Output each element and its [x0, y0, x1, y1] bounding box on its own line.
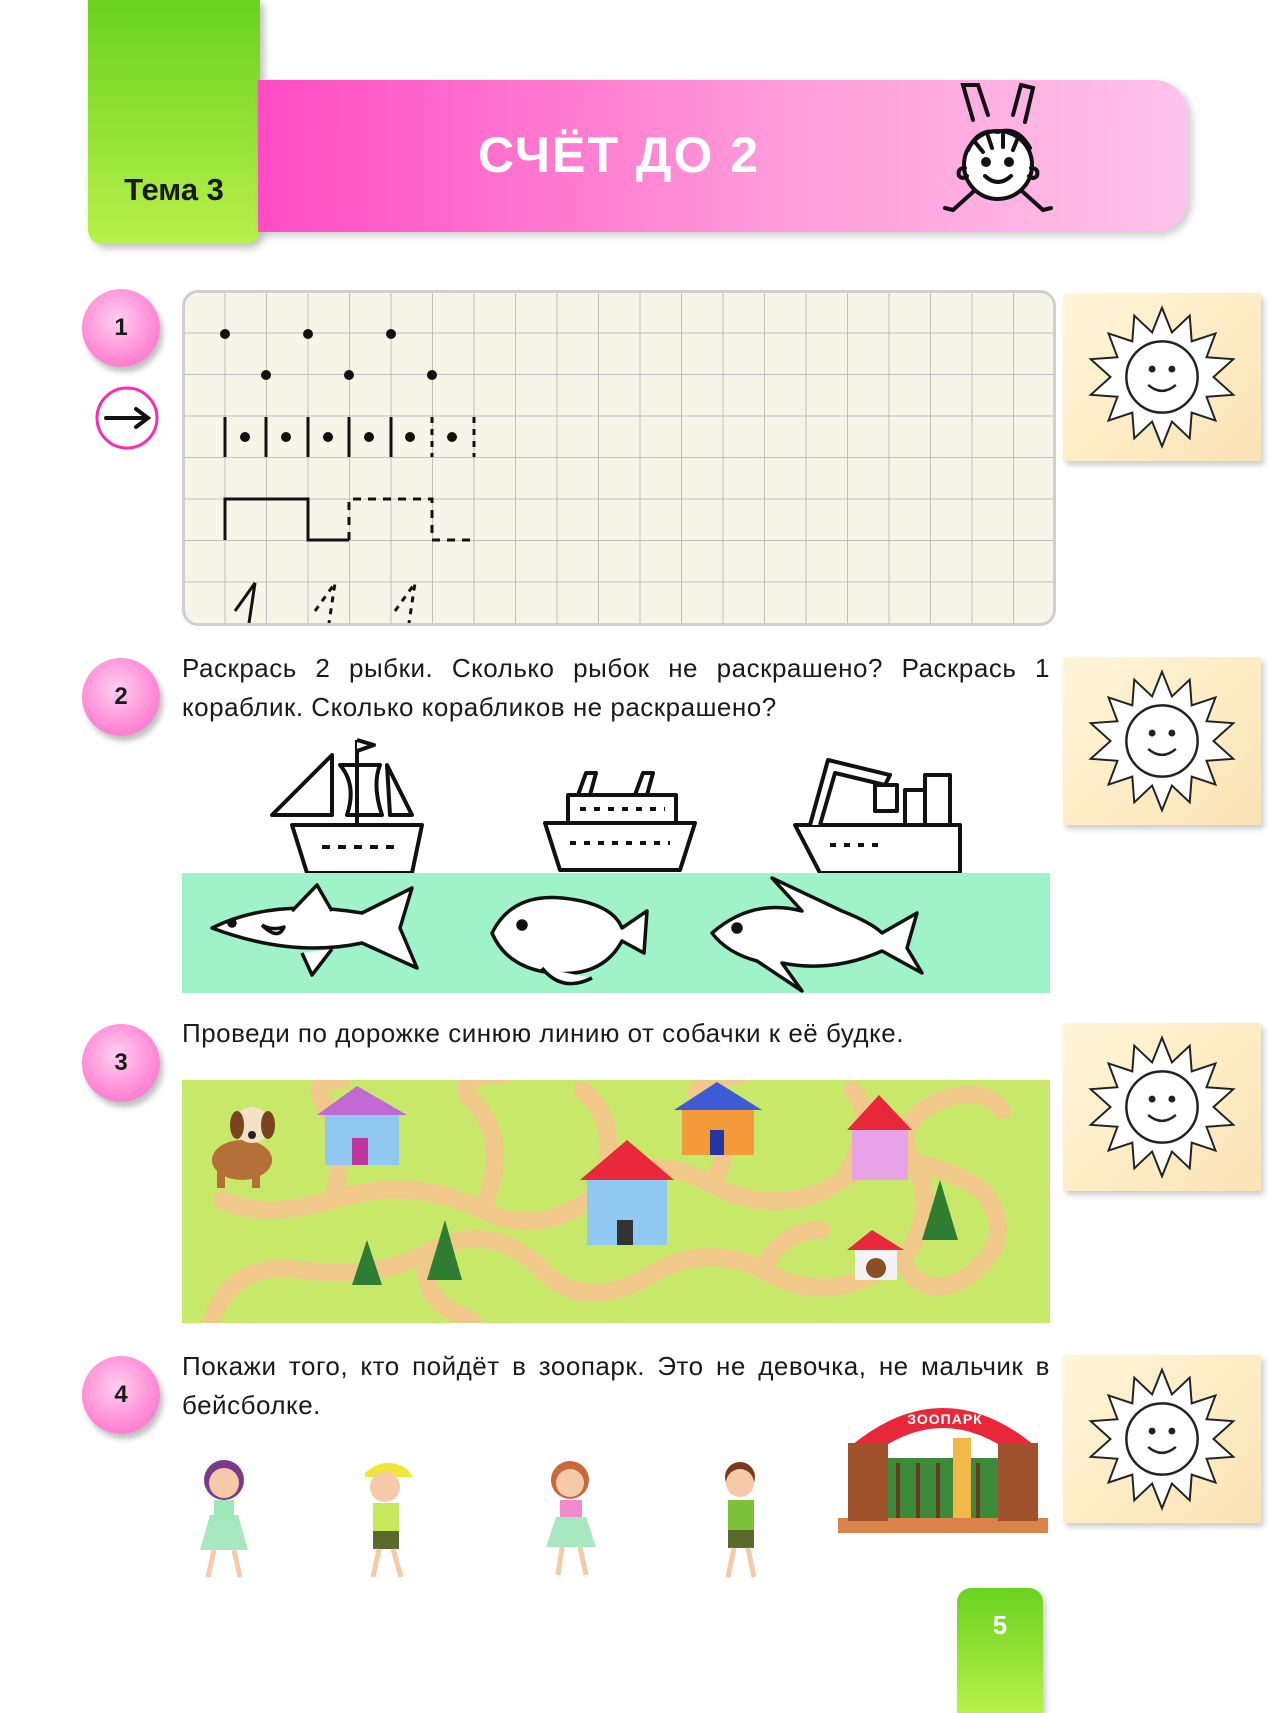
sun-card-2 [1063, 657, 1261, 825]
task-4-badge: 4 [82, 1356, 160, 1434]
task-3-text: Проведи по дорожке синюю линию от собачки к её будке. [182, 1018, 904, 1048]
zoo-sign: ЗООПАРК [907, 1411, 983, 1427]
task-1-badge: 1 [82, 289, 160, 367]
page-number: 5 [992, 1610, 1008, 1640]
fish-row [182, 873, 1050, 993]
cargo-ship-icon [790, 755, 970, 875]
page-title: СЧЁТ ДО 2 [478, 127, 761, 183]
arrow-circle-icon [94, 385, 160, 451]
sun-card-1 [1063, 293, 1261, 461]
house-orange-icon [674, 1082, 762, 1155]
water-strip [182, 873, 1050, 993]
sun-icon [1063, 293, 1261, 461]
task-3-badge: 3 [82, 1024, 160, 1102]
sun-card-3 [1063, 1023, 1261, 1191]
sun-card-4 [1063, 1355, 1261, 1523]
dog-icon [212, 1107, 275, 1188]
house-blue-icon [580, 1140, 674, 1245]
boy-icon [700, 1455, 780, 1580]
task-4-text: Покажи того, кто пойдёт в зоопарк. Это не девочка, не мальчик в бейсболке. [182, 1351, 1050, 1420]
task-2-badge: 2 [82, 658, 160, 736]
topic-tab [88, 0, 260, 244]
sun-icon [1063, 657, 1261, 825]
girl-1-icon [182, 1455, 262, 1580]
grid-patterns [185, 293, 1053, 623]
maze-paths [182, 1080, 1050, 1323]
title-banner [258, 80, 1188, 232]
doghouse-icon [847, 1230, 904, 1280]
steamship-icon [540, 765, 700, 875]
boy-cap-icon [345, 1455, 425, 1580]
page-number-tab [957, 1588, 1043, 1713]
sun-icon [1063, 1355, 1261, 1523]
maze-map [182, 1080, 1050, 1323]
task-2-text: Раскрась 2 рыбки. Сколько рыбок не раскрашено? Раскрась 1 кораблик. Сколько корабликов не раскрашено? [182, 653, 1050, 722]
sun-icon [1063, 1023, 1261, 1191]
dot-grid-exercise [182, 290, 1056, 626]
topic-label: Тема 3 [124, 172, 224, 207]
zoo-gate [838, 1393, 1048, 1533]
sailboat-icon [262, 735, 432, 875]
girl-2-icon [530, 1455, 610, 1580]
handstand-kid-icon [933, 80, 1063, 230]
